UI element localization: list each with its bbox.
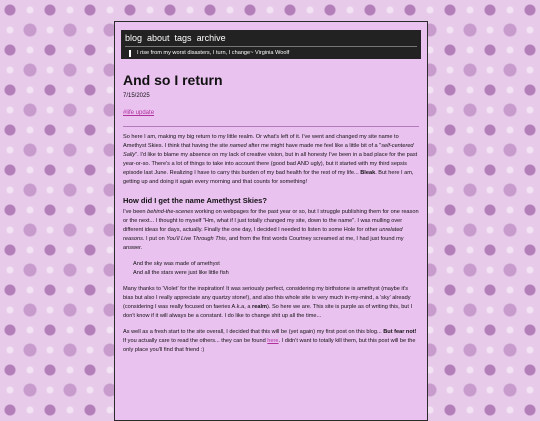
quote-bar	[125, 46, 417, 57]
here-link[interactable]: here	[267, 338, 279, 344]
lyrics-quote	[133, 260, 419, 278]
section-heading: How did I get the name Amethyst Skies?	[123, 196, 267, 205]
nav-link-archive[interactable]: archive	[196, 33, 226, 43]
post-date: 7/15/2025	[123, 93, 150, 99]
blog-container	[114, 21, 428, 421]
paragraph-thanks: Many thanks to 'Violet' for the inspiration! It was seriously perfect, considering my birthstone is amethyst (maybe it's bias but also I really appreciate any quartzy stone!), and also this whole site is very much in-my-mind, a 'sky' already (considering I was really focused on faeries A.k.a, a realm). So here we are. This site is purple as of writing this, but I don't know if it will always be a constant. I do like to change shit up all the time...	[123, 286, 413, 319]
quote-text: I rise from my worst disasters, I turn, I change~ Virginia Woolf	[137, 50, 290, 56]
post-tag[interactable]: #life update	[123, 110, 155, 116]
nav-link-blog[interactable]: blog	[125, 33, 143, 43]
paragraph-intro: So here I am, making my big return to my little realm. Or what's left of it. I've went and changed my site name to Amethyst Skies. I think that having the site named after me might have made me feel like a little bit of a "self-centered Sally". I'd like to blame my absence on my lack of creative vision, but in all honesty I've been in a bad place for the past year-or-so. There's a lot of things to take into account there (good bad AND ugly), but it started with my third sepsis episode last June. Realizing I have to carry this burden of my bad health for the rest of my life... Bleak. But here I am, getting up and doing it again every morning and that counts for something!	[123, 134, 418, 185]
lyric-line: And the sky was made of amethyst	[133, 261, 220, 267]
nav-links	[125, 33, 417, 43]
post-title: And so I return	[123, 72, 223, 88]
paragraph-name-origin: I've been behind-the-scenes working on webpages for the past year or so, but I struggle publishing them for one reason or the next... I thought to myself "Hm, what if I just totally changed my site, down to the name". I was mulling over different ideas for days, actually. Finally the one day, I decided I needed to listen to some Hole for other unrelated reasons. I put on You'll Live Through This, and from the first words Courtney screamed at me, I had just found my answer.	[123, 209, 419, 251]
divider	[123, 126, 419, 127]
nav-link-tags[interactable]: tags	[174, 33, 192, 43]
nav-link-about[interactable]: about	[147, 33, 170, 43]
paragraph-fresh-start: As well as a fresh start to the site overall, I decided that this will be (yet again) my first post on this blog... But fear not! If you actually care to read the others... they can be found here. I didn't want to totally kill them, but this post will be the only place you'll find that friend :)	[123, 329, 417, 353]
navbar	[121, 30, 421, 59]
post-content	[115, 72, 427, 355]
lyric-line: And all the stars were just like little fish	[133, 270, 229, 276]
